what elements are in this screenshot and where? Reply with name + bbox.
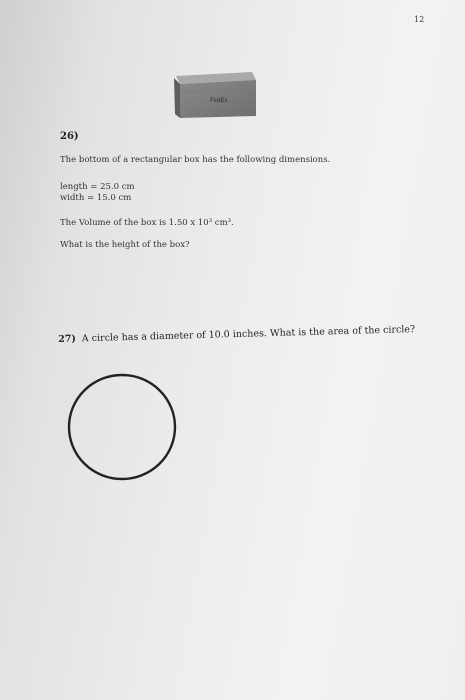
question-26-prompt: What is the height of the box? [60,240,190,250]
question-26-number: 26) [60,131,79,142]
question-27-text: A circle has a diameter of 10.0 inches. What is the area of the circle? [81,324,416,345]
question-26-length: length = 25.0 cm [60,182,135,192]
circle-icon [66,372,178,482]
shipping-box-image [172,70,258,120]
question-27 [58,324,415,345]
question-26-volume: The Volume of the box is 1.50 x 10³ cm³. [60,218,234,228]
page-number: 12 [414,15,425,24]
question-26-intro: The bottom of a rectangular box has the following dimensions. [60,155,331,165]
box-logo-text: FedEx [210,98,229,104]
question-27-number: 27) [58,333,77,345]
question-26-width: width = 15.0 cm [60,193,132,203]
